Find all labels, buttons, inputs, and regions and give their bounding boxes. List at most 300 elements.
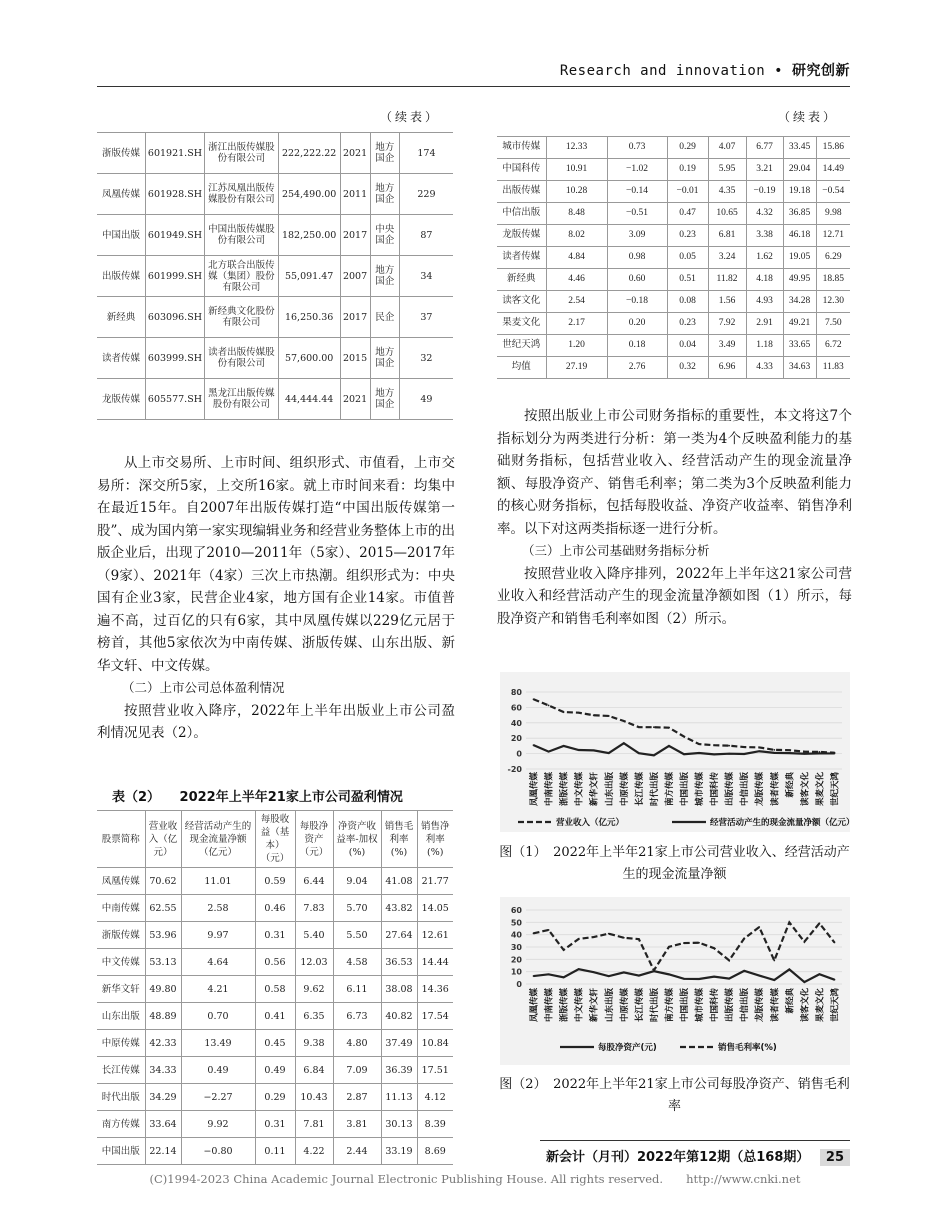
x-tick-label: 读者传媒 (770, 772, 781, 807)
table-cell: 2.91 (746, 313, 783, 335)
data-point (593, 971, 595, 973)
table-cell: 37.49 (381, 1030, 417, 1057)
table-row (97, 895, 453, 922)
y-tick-label: 40 (510, 930, 522, 940)
table-cell: 2015 (340, 338, 370, 379)
table-cell: 6.73 (333, 1003, 381, 1030)
figure1-chart (500, 672, 850, 832)
x-tick-label: 中原传媒 (619, 772, 630, 807)
table-cell: 48.89 (145, 1003, 181, 1030)
table-cell: 15.86 (816, 137, 850, 159)
table-cell: 9.98 (816, 203, 850, 225)
data-point (623, 720, 625, 722)
y-tick-label: 60 (510, 703, 522, 713)
x-tick-label: 中信出版 (740, 772, 751, 807)
table-cell: −0.18 (607, 291, 667, 313)
table-cell: 3.09 (607, 225, 667, 247)
table-row (97, 256, 453, 297)
table-cell: 4.80 (333, 1030, 381, 1057)
x-tick-label: 读客文化 (800, 988, 811, 1023)
data-point (743, 746, 745, 748)
table-cell: 42.33 (145, 1030, 181, 1057)
table-cell: −0.19 (746, 181, 783, 203)
table-cell: 4.18 (746, 269, 783, 291)
table-cell: 6.77 (746, 137, 783, 159)
table-cell: 53.13 (145, 949, 181, 976)
table-cell: 读者传媒 (97, 338, 145, 379)
x-tick-label: 山东出版 (604, 988, 615, 1023)
y-tick-label: 30 (510, 943, 522, 952)
table-cell: 世纪天鸿 (497, 335, 546, 357)
x-tick-label: 读者传媒 (770, 988, 781, 1023)
table-cell: 4.64 (181, 949, 255, 976)
table-cell: 净资产收益率-加权(%) (333, 811, 381, 868)
table2-profit (97, 810, 453, 1165)
table-cell: 2011 (340, 174, 370, 215)
table-cell: 4.22 (295, 1138, 333, 1165)
x-tick-label: 出版传媒 (725, 772, 736, 807)
table-cell: 时代出版 (97, 1084, 145, 1111)
x-tick-label: 长江传媒 (634, 988, 645, 1023)
table-cell: 0.60 (607, 269, 667, 291)
table-header-row (97, 811, 453, 868)
table-cell: 销售毛利率(%) (381, 811, 417, 868)
x-tick-label: 城市传媒 (695, 772, 706, 807)
x-tick-label: 新华文轩 (589, 988, 600, 1023)
table-cell: 6.96 (708, 357, 746, 379)
data-point (743, 970, 745, 972)
table-cell: −0.54 (816, 181, 850, 203)
table-cell: 53.96 (145, 922, 181, 949)
header-english: Research and innovation (559, 63, 766, 79)
figure1-caption: 图（1） 2022年上半年21家上市公司营业收入、经营活动产生的现金流量净额 (499, 845, 850, 882)
table-cell: 36.85 (783, 203, 816, 225)
table-cell: 2.54 (546, 291, 607, 313)
table-cell: 44,444.44 (278, 379, 340, 420)
series-line (534, 922, 835, 970)
table-cell: 4.07 (708, 137, 746, 159)
table-cell: 33.45 (783, 137, 816, 159)
table-row (97, 1111, 453, 1138)
table-cell: 17.51 (417, 1057, 453, 1084)
data-point (773, 752, 775, 754)
table-cell: 经营活动产生的现金流量净额（亿元） (181, 811, 255, 868)
data-point (548, 973, 550, 975)
table-row (97, 976, 453, 1003)
x-tick-label: 南方传媒 (664, 772, 675, 807)
table-cell: 6.35 (295, 1003, 333, 1030)
x-tick-label: 中国出版 (680, 988, 690, 1023)
y-tick-label: 10 (510, 967, 522, 977)
section-heading-3: （三）上市公司基础财务指标分析 (522, 543, 710, 558)
x-tick-label: 中国科传 (710, 988, 721, 1023)
x-tick-label: 龙版传媒 (755, 988, 766, 1023)
table-cell: 出版传媒 (497, 181, 546, 203)
table-cell: 2.17 (546, 313, 607, 335)
table-cell: 11.13 (381, 1084, 417, 1111)
table-cell: 49.80 (145, 976, 181, 1003)
table-cell: 中央国企 (370, 215, 399, 256)
table-cell: 新经典文化股份有限公司 (205, 297, 279, 338)
y-tick-label: 60 (510, 906, 522, 915)
table-cell: 2017 (340, 215, 370, 256)
table-cell: 36.39 (381, 1057, 417, 1084)
figure2-caption: 图（2） 2022年上半年21家上市公司每股净资产、销售毛利率 (499, 1077, 850, 1114)
table-cell: 6.84 (295, 1057, 333, 1084)
table-cell: 14.36 (417, 976, 453, 1003)
x-tick-label: 中文传媒 (574, 772, 585, 807)
x-tick-label: 新经典 (785, 772, 796, 798)
section-heading-2: （二）上市公司总体盈利情况 (122, 680, 285, 695)
data-point (713, 947, 715, 949)
table-cell: 601928.SH (145, 174, 204, 215)
table-cell: 中信出版 (497, 203, 546, 225)
data-point (608, 715, 610, 717)
data-point (743, 938, 745, 940)
table-cell: 0.73 (607, 137, 667, 159)
table-row (97, 297, 453, 338)
table-cell: 34.29 (145, 1084, 181, 1111)
y-tick-label: -20 (507, 765, 522, 774)
table-cell: 601921.SH (145, 133, 204, 174)
table-cell: 11.83 (816, 357, 850, 379)
table-cell: 27.19 (546, 357, 607, 379)
table-cell: 0.51 (667, 269, 708, 291)
data-point (548, 929, 550, 931)
table-cell: 0.04 (667, 335, 708, 357)
table-cell: 3.21 (746, 159, 783, 181)
data-point (788, 969, 790, 971)
data-point (788, 749, 790, 751)
table-cell: 57,600.00 (278, 338, 340, 379)
table-cell: 中国科传 (497, 159, 546, 181)
table-cell: 30.13 (381, 1111, 417, 1138)
data-point (773, 979, 775, 981)
table-row (497, 159, 850, 181)
table-cell: 7.83 (295, 895, 333, 922)
x-tick-label: 山东出版 (604, 772, 615, 807)
table-cell: 读者出版传媒股份有限公司 (205, 338, 279, 379)
table-cell: 1.20 (546, 335, 607, 357)
table-cell: 0.29 (255, 1084, 295, 1111)
table-cell: 14.05 (417, 895, 453, 922)
table-cell: 0.46 (255, 895, 295, 922)
table-cell: 4.58 (333, 949, 381, 976)
table-cell: 49 (399, 379, 453, 420)
page-number: 25 (820, 1149, 850, 1166)
footer (540, 1146, 850, 1166)
table-cell: 21.77 (417, 868, 453, 895)
table-cell: 4.33 (746, 357, 783, 379)
table-cell: 10.91 (546, 159, 607, 181)
table-cell: 16,250.36 (278, 297, 340, 338)
data-point (668, 973, 670, 975)
table-cell: 182,250.00 (278, 215, 340, 256)
data-point (638, 726, 640, 728)
data-point (683, 753, 685, 755)
table-cell: 0.19 (667, 159, 708, 181)
table-cell: 销售净利率(%) (417, 811, 453, 868)
table-cell: 中国出版传媒股份有限公司 (205, 215, 279, 256)
data-point (743, 753, 745, 755)
table-cell: 7.81 (295, 1111, 333, 1138)
y-tick-label: 20 (510, 734, 522, 744)
data-point (608, 752, 610, 754)
copyright-notice: (C)1994-2023 China Academic Journal Electronic Publishing House. All rights reserved. http://www.cnki.net (149, 1172, 801, 1186)
data-point (698, 743, 700, 745)
data-point (623, 742, 625, 744)
table-cell: −0.51 (607, 203, 667, 225)
table-cell: 凤凰传媒 (97, 868, 145, 895)
table-cell: 34.28 (783, 291, 816, 313)
figure1-svg (500, 672, 850, 832)
table-cell: 41.08 (381, 868, 417, 895)
continued-note-left: （续表） (380, 110, 441, 124)
table-cell: 49.95 (783, 269, 816, 291)
table-cell: 6.81 (708, 225, 746, 247)
legend-label: 每股净资产(元) (598, 1043, 657, 1053)
table-cell: −2.27 (181, 1084, 255, 1111)
x-tick-label: 世纪天鸿 (830, 988, 841, 1023)
table-cell: 174 (399, 133, 453, 174)
table-cell: 凤凰传媒 (97, 174, 145, 215)
table-cell: 603096.SH (145, 297, 204, 338)
x-tick-label: 凤凰传媒 (529, 772, 540, 807)
table-cell: 43.82 (381, 895, 417, 922)
table-cell: 0.59 (255, 868, 295, 895)
table-cell: 每股净资产（元） (295, 811, 333, 868)
table-cell: 新华文轩 (97, 976, 145, 1003)
x-tick-label: 出版传媒 (725, 988, 736, 1023)
table-cell: 0.11 (255, 1138, 295, 1165)
table-cell: 8.02 (546, 225, 607, 247)
data-point (653, 726, 655, 728)
table-cell: 新经典 (497, 269, 546, 291)
table-cell: 中南传媒 (97, 895, 145, 922)
table-cell: 6.44 (295, 868, 333, 895)
data-point (819, 973, 821, 975)
table-cell: 5.40 (295, 922, 333, 949)
table-cell: 5.50 (333, 922, 381, 949)
table-row (97, 868, 453, 895)
x-tick-label: 浙版传媒 (559, 772, 570, 807)
x-tick-label: 城市传媒 (695, 988, 706, 1023)
table-cell: 0.23 (667, 225, 708, 247)
table-cell: 12.03 (295, 949, 333, 976)
x-tick-label: 凤凰传媒 (529, 988, 540, 1023)
series-line (534, 969, 835, 982)
table-cell: 均值 (497, 357, 546, 379)
table-cell: −1.02 (607, 159, 667, 181)
table-cell: 8.39 (417, 1111, 453, 1138)
table-cell: 地方国企 (370, 379, 399, 420)
table-cell: 32 (399, 338, 453, 379)
y-tick-label: 0 (516, 749, 522, 759)
data-point (728, 959, 730, 961)
x-tick-label: 龙版传媒 (755, 772, 766, 807)
table-row (497, 335, 850, 357)
figure2-chart (500, 897, 850, 1065)
table-cell: 34 (399, 256, 453, 297)
table-cell: 每股收益（基本）（元） (255, 811, 295, 868)
data-point (653, 969, 655, 971)
table-cell: 0.45 (255, 1030, 295, 1057)
x-tick-label: 中原传媒 (619, 988, 630, 1023)
table-cell: 70.62 (145, 868, 181, 895)
table-cell: 江苏凤凰出版传媒股份有限公司 (205, 174, 279, 215)
x-tick-label: 中南传媒 (544, 988, 555, 1023)
data-point (773, 749, 775, 751)
table-cell: 254,490.00 (278, 174, 340, 215)
table-cell: 605577.SH (145, 379, 204, 420)
table-row (497, 137, 850, 159)
table-cell: 11.82 (708, 269, 746, 291)
x-tick-label: 中国科传 (710, 772, 721, 807)
x-tick-label: 时代出版 (649, 988, 660, 1023)
table-cell: 7.50 (816, 313, 850, 335)
data-point (533, 975, 535, 977)
table-cell: 城市传媒 (497, 137, 546, 159)
table-cell: 0.05 (667, 247, 708, 269)
table-cell: 中国出版 (97, 1138, 145, 1165)
data-point (698, 942, 700, 944)
table-cell: 22.14 (145, 1138, 181, 1165)
x-tick-label: 世纪天鸿 (830, 772, 841, 807)
table-cell: 3.81 (333, 1111, 381, 1138)
data-point (638, 975, 640, 977)
table-cell: −0.01 (667, 181, 708, 203)
data-point (533, 698, 535, 700)
data-point (819, 922, 821, 924)
table-cell: 27.64 (381, 922, 417, 949)
table-cell: 6.11 (333, 976, 381, 1003)
data-point (758, 750, 760, 752)
table-row (497, 247, 850, 269)
table-cell: 12.71 (816, 225, 850, 247)
table1-continued (97, 132, 453, 420)
data-point (773, 960, 775, 962)
data-point (593, 714, 595, 716)
table-cell: 6.29 (816, 247, 850, 269)
data-point (563, 976, 565, 978)
left-text-block (97, 452, 455, 745)
legend-label: 营业收入（亿元） (556, 818, 625, 828)
table-cell: 0.31 (255, 1111, 295, 1138)
data-point (683, 736, 685, 738)
table-cell: 33.65 (783, 335, 816, 357)
table-cell: 37 (399, 297, 453, 338)
table-cell: 读客文化 (497, 291, 546, 313)
table-cell: 222,222.22 (278, 133, 340, 174)
table-cell: 0.70 (181, 1003, 255, 1030)
table-cell: 地方国企 (370, 133, 399, 174)
table-cell: 7.09 (333, 1057, 381, 1084)
x-tick-label: 浙版传媒 (559, 988, 570, 1023)
table-cell: 0.58 (255, 976, 295, 1003)
table-cell: 601949.SH (145, 215, 204, 256)
table-cell: 1.62 (746, 247, 783, 269)
footer-rule (540, 1140, 850, 1141)
table-cell: 2.58 (181, 895, 255, 922)
table-cell: 2017 (340, 297, 370, 338)
data-point (834, 942, 836, 944)
data-point (593, 936, 595, 938)
table-row (97, 1030, 453, 1057)
table-cell: 民企 (370, 297, 399, 338)
x-tick-label: 中文传媒 (574, 988, 585, 1023)
y-tick-label: 0 (516, 980, 522, 989)
data-point (698, 752, 700, 754)
data-point (578, 749, 580, 751)
continued-note-right: （续表） (778, 110, 839, 124)
table-cell: 10.43 (295, 1084, 333, 1111)
table-cell: 4.21 (181, 976, 255, 1003)
table-cell: 5.95 (708, 159, 746, 181)
x-tick-label: 时代出版 (649, 772, 660, 807)
data-point (713, 744, 715, 746)
data-point (608, 933, 610, 935)
table-cell: 33.19 (381, 1138, 417, 1165)
table-cell: 黑龙江出版传媒股份有限公司 (205, 379, 279, 420)
table-cell: 7.92 (708, 313, 746, 335)
table-cell: 2.76 (607, 357, 667, 379)
table-row (497, 291, 850, 313)
data-point (593, 749, 595, 751)
table-cell: 0.23 (667, 313, 708, 335)
table-cell: 229 (399, 174, 453, 215)
table-cell: 10.28 (546, 181, 607, 203)
table-cell: 40.82 (381, 1003, 417, 1030)
data-point (668, 946, 670, 948)
table-cell: −0.14 (607, 181, 667, 203)
data-point (638, 938, 640, 940)
table-row (497, 357, 850, 379)
table-cell: 地方国企 (370, 174, 399, 215)
x-tick-label: 读客文化 (800, 772, 811, 807)
table-cell: 17.54 (417, 1003, 453, 1030)
table-cell: 中国出版 (97, 215, 145, 256)
table-cell: 0.47 (667, 203, 708, 225)
figure2-svg (500, 897, 850, 1065)
x-tick-label: 南方传媒 (664, 988, 675, 1023)
x-tick-label: 新经典 (785, 988, 796, 1014)
table-cell: 34.63 (783, 357, 816, 379)
header-chinese: 研究创新 (792, 63, 850, 79)
data-point (803, 751, 805, 753)
table-cell: 北方联合出版传媒（集团）股份有限公司 (205, 256, 279, 297)
data-point (728, 978, 730, 980)
x-tick-label: 果麦文化 (815, 772, 826, 807)
table-cell: 长江传媒 (97, 1057, 145, 1084)
table2-continued (497, 136, 850, 379)
y-tick-label: 40 (510, 718, 522, 728)
table-cell: 6.72 (816, 335, 850, 357)
table-cell: 9.97 (181, 922, 255, 949)
table-cell: 12.61 (417, 922, 453, 949)
table-cell: 34.33 (145, 1057, 181, 1084)
data-point (834, 753, 836, 755)
data-point (683, 942, 685, 944)
data-point (758, 747, 760, 749)
table-cell: 19.05 (783, 247, 816, 269)
table-row (497, 313, 850, 335)
table-cell: 浙版传媒 (97, 922, 145, 949)
table-cell: 0.56 (255, 949, 295, 976)
table-cell: 4.32 (746, 203, 783, 225)
data-point (608, 975, 610, 977)
table-cell: 601999.SH (145, 256, 204, 297)
x-tick-label: 中信出版 (740, 988, 751, 1023)
